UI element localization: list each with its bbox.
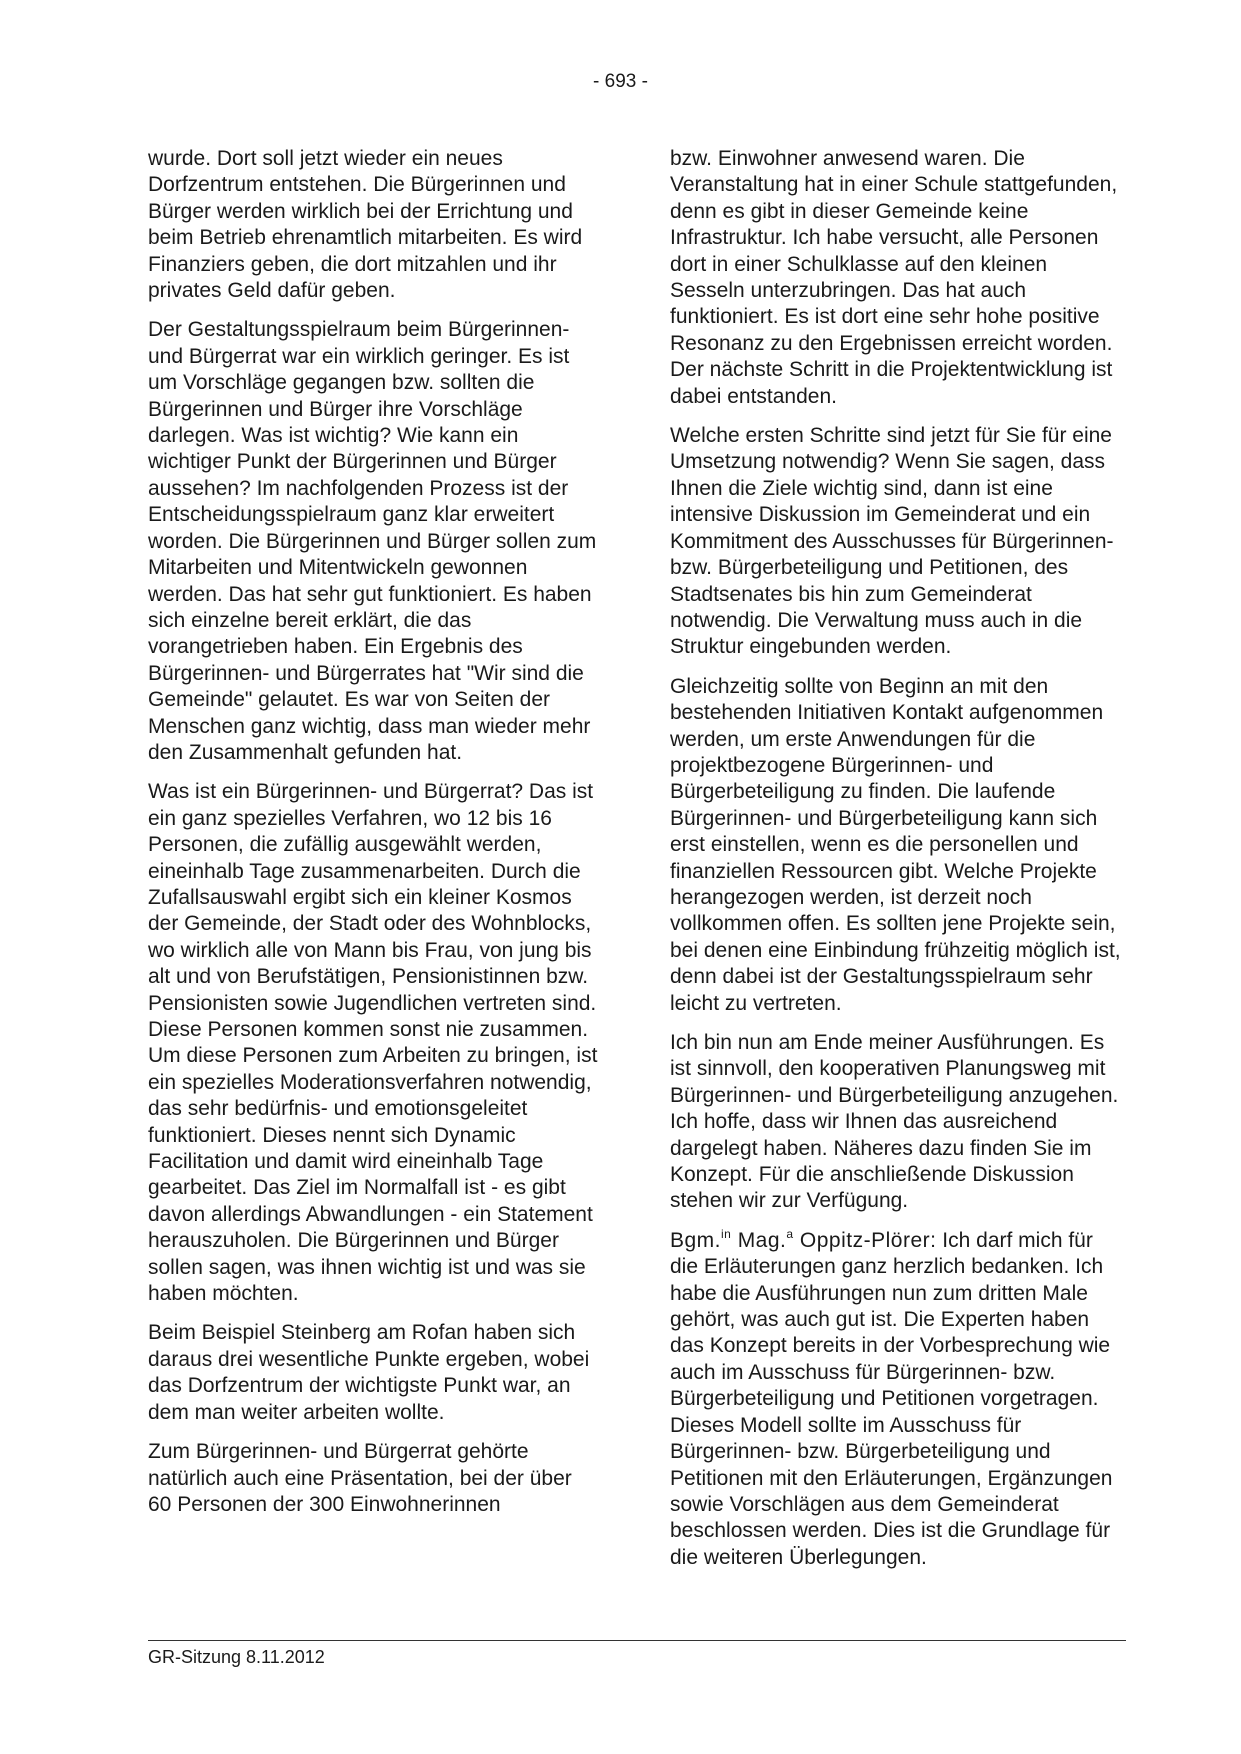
paragraph: Beim Beispiel Steinberg am Rofan haben sich daraus drei wesentliche Punkte ergeben, wobei das Dorfzentrum der wichtigste Punkt war, an dem man weiter arbeiten wollte. xyxy=(148,1321,590,1424)
speaker-title-mag-sup: a xyxy=(786,1226,794,1241)
speaker-text: Ich darf mich für die Erläuterungen ganz herzlich bedanken. Ich habe die Ausführungen nun zum dritten Male gehört, was auch gut ist. Die Experten haben das Konzept bereits in der Vorbesprechung wie auch im Ausschuss für Bürgerinnen- bzw. Bürgerbeteiligung und Petitionen vorgetragen. Dieses Modell sollte im Ausschuss für Bürgerinnen- bzw. Bürgerbeteiligung und Petitionen mit den Erläuterungen, Ergänzungen sowie Vorschlägen aus dem Gemeinderat beschlossen werden. Dies ist die Grundlage für die weiteren Überlegungen. xyxy=(670,1228,1113,1569)
speaker-paragraph xyxy=(670,1228,1126,1571)
page-number: - 693 - xyxy=(593,71,648,92)
paragraph: Der Gestaltungsspielraum beim Bürgerinnen- und Bürgerrat war ein wirklich geringer. Es ist um Vorschläge gegangen bzw. sollten die Bürgerinnen und Bürger ihre Vorschläge darlegen. Was ist wichtig? Wie kann ein wichtiger Punkt der Bürgerinnen und Bürger aussehen? Im nachfolgenden Prozess ist der Entscheidungsspielraum ganz klar erweitert worden. Die Bürgerinnen und Bürger sollen zum Mitarbeiten und Mitentwickeln gewonnen werden. Das hat sehr gut funktioniert. Es haben sich einzelne bereit erklärt, die das vorangetrieben haben. Ein Ergebnis des Bürgerinnen- und Bürgerrates hat "Wir sind die Gemeinde" gelautet. Es war von Seiten der Menschen ganz wichtig, dass man wieder mehr den Zusammenhalt gefunden hat. xyxy=(148,318,597,764)
speaker-title-mag: Mag. xyxy=(731,1228,787,1252)
paragraph: Welche ersten Schritte sind jetzt für Sie für eine Umsetzung notwendig? Wenn Sie sagen, dass Ihnen die Ziele wichtig sind, dann ist eine intensive Diskussion im Gemeinderat und ein Kommitment des Ausschusses für Bürgerinnen- bzw. Bürgerbeteiligung und Petitionen, des Stadtsenates bis hin zum Gemeinderat notwendig. Die Verwaltung muss auch in die Struktur eingebunden werden. xyxy=(670,424,1114,659)
paragraph: Was ist ein Bürgerinnen- und Bürgerrat? Das ist ein ganz spezielles Verfahren, wo 12 bis 16 Personen, die zufällig ausgewählt werden, eineinhalb Tage zusammenarbeiten. Durch die Zufallsauswahl ergibt sich ein kleiner Kosmos der Gemeinde, der Stadt oder des Wohnblocks, wo wirklich alle von Mann bis Frau, von jung bis alt und von Berufstätigen, Pensionistinnen bzw. Pensionisten sowie Jugendlichen vertreten sind. Diese Personen kommen sonst nie zusammen. Um diese Personen zum Arbeiten zu bringen, ist ein spezielles Moderationsverfahren notwendig, das sehr bedürfnis- und emotionsgeleitet funktioniert. Dieses nennt sich Dynamic Facilitation und damit wird eineinhalb Tage gearbeitet. Das Ziel im Normalfall ist - es gibt davon allerdings Abwandlungen - ein Statement herauszuholen. Die Bürgerinnen und Bürger sollen sagen, was ihnen wichtig ist und was sie haben möchten. xyxy=(148,780,598,1306)
left-column xyxy=(148,146,600,1531)
speaker-title-bgm-sup: in xyxy=(721,1226,732,1241)
speaker-surname: Oppitz-Plörer: xyxy=(793,1228,937,1252)
paragraph: wurde. Dort soll jetzt wieder ein neues Dorfzentrum entstehen. Die Bürgerinnen und Bürger werden wirklich bei der Errichtung und beim Betrieb ehrenamtlich mitarbeiten. Es wird Finanziers geben, die dort mitzahlen und ihr privates Geld dafür geben. xyxy=(148,147,583,303)
footer-divider xyxy=(148,1640,1126,1641)
paragraph: bzw. Einwohner anwesend waren. Die Veranstaltung hat in einer Schule stattgefunden, denn es gibt in dieser Gemeinde keine Infrastruktur. Ich habe versucht, alle Personen dort in einer Schulklasse auf den kleinen Sesseln unterzubringen. Das hat auch funktioniert. Es ist dort eine sehr hohe positive Resonanz zu den Ergebnissen erreicht worden. Der nächste Schritt in die Projektentwicklung ist dabei entstanden. xyxy=(670,147,1118,408)
paragraph: Gleichzeitig sollte von Beginn an mit den bestehenden Initiativen Kontakt aufgenommen werden, um erste Anwendungen für die projektbezogene Bürgerinnen- und Bürgerbeteiligung zu finden. Die laufende Bürgerinnen- und Bürgerbeteiligung kann sich erst einstellen, wenn es die personellen und finanziellen Ressourcen gibt. Welche Projekte herangezogen werden, ist derzeit noch vollkommen offen. Es sollten jene Projekte sein, bei denen eine Einbindung frühzeitig möglich ist, denn dabei ist der Gestaltungsspielraum sehr leicht zu vertreten. xyxy=(670,674,1121,1015)
paragraph: Ich bin nun am Ende meiner Ausführungen. Es ist sinnvoll, den kooperativen Planungsweg mit Bürgerinnen- und Bürgerbeteiligung anzugehen. Ich hoffe, dass wir Ihnen das ausreichend dargelegt haben. Näheres dazu finden Sie im Konzept. Für die anschließende Diskussion stehen wir zur Verfügung. xyxy=(670,1031,1119,1213)
footer-session-date: GR-Sitzung 8.11.2012 xyxy=(148,1647,325,1667)
right-column xyxy=(670,146,1126,1584)
paragraph: Zum Bürgerinnen- und Bürgerrat gehörte natürlich auch eine Präsentation, bei der über 60 Personen der 300 Einwohnerinnen xyxy=(148,1440,572,1516)
speaker-title-bgm: Bgm. xyxy=(670,1228,722,1252)
speaker-name xyxy=(670,1226,937,1252)
